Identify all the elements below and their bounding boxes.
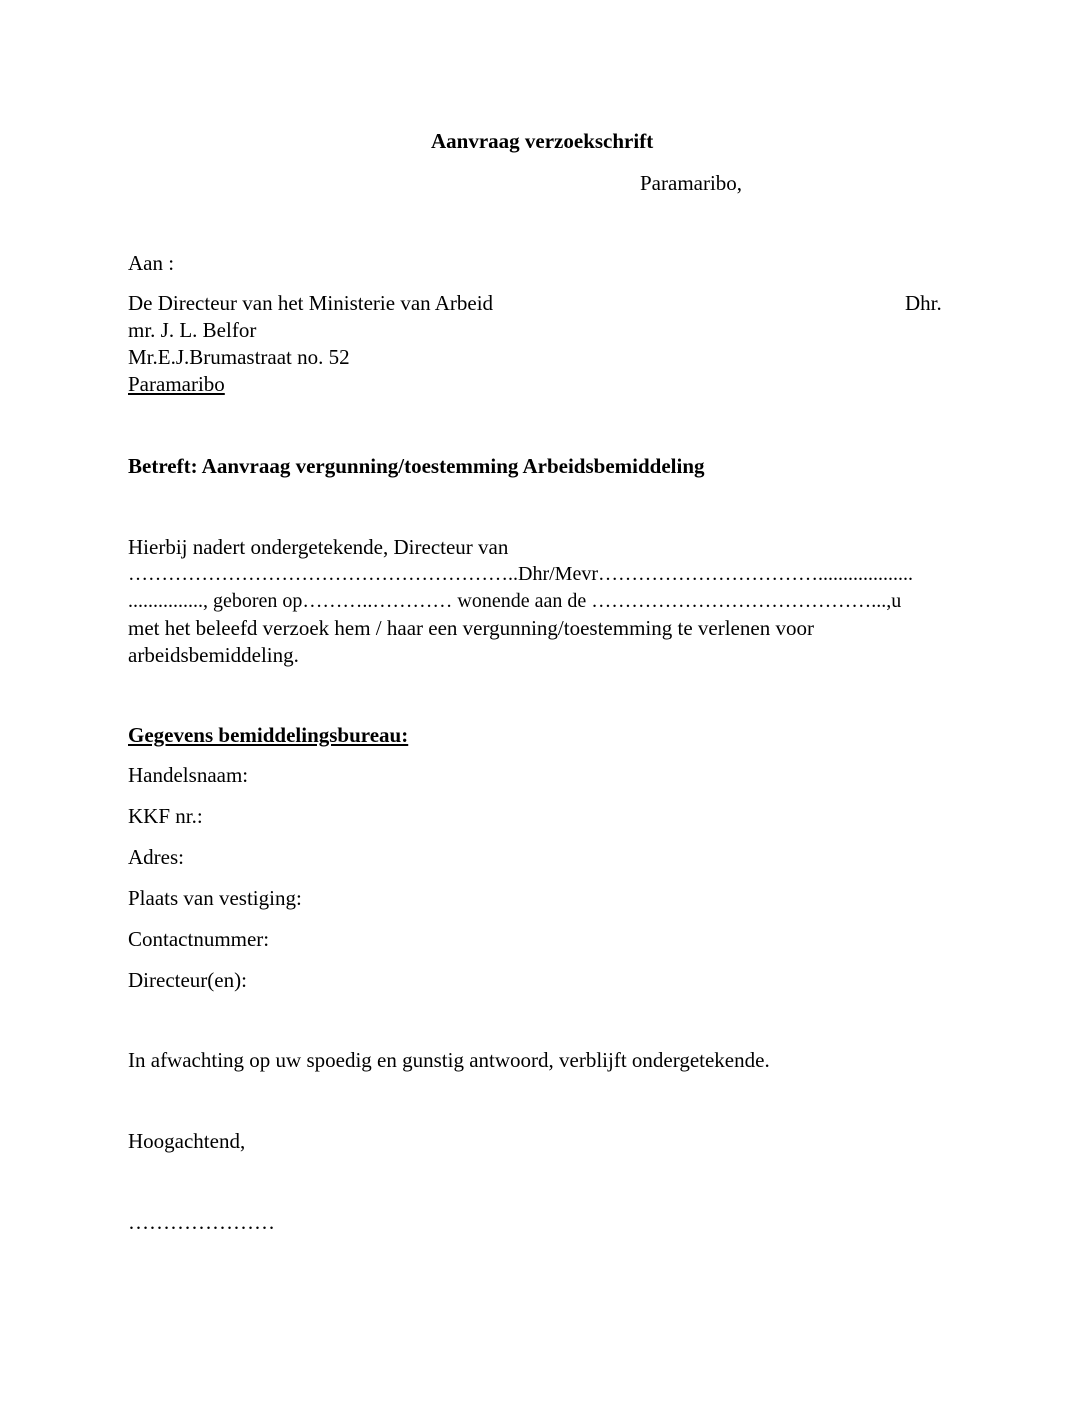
signature-line: …………………: [128, 1210, 275, 1234]
bureau-heading: Gegevens bemiddelingsbureau:: [128, 723, 409, 747]
recipient-line-2: mr. J. L. Belfor: [128, 318, 257, 342]
body-line-3: ..............., geboren op………..………… wonende aan de ……………………………………...,u: [128, 590, 902, 612]
body-line-1: Hierbij nadert ondergetekende, Directeur van: [128, 535, 509, 559]
subject-line: Betreft: Aanvraag vergunning/toestemming Arbeidsbemiddeling: [128, 454, 705, 478]
recipient-line-1-tail: Dhr.: [905, 291, 942, 315]
recipient-line-4: Paramaribo: [128, 372, 225, 396]
bureau-field-contact: Contactnummer:: [128, 927, 270, 951]
greeting: Hoogachtend,: [128, 1129, 246, 1153]
bureau-field-trade-name: Handelsnaam:: [128, 763, 249, 787]
bureau-field-kkf: KKF nr.:: [128, 804, 203, 828]
place-date: Paramaribo,: [640, 171, 743, 195]
recipient-line-3: Mr.E.J.Brumastraat no. 52: [128, 345, 350, 369]
body-line-2: …………………………………………………..Dhr/Mevr……………………………...................: [128, 563, 913, 585]
body-line-4: met het beleefd verzoek hem / haar een vergunning/toestemming te verlenen voor: [128, 616, 814, 640]
recipient-line-1: De Directeur van het Ministerie van Arbeid: [128, 291, 494, 315]
bureau-field-directors: Directeur(en):: [128, 968, 247, 992]
bureau-field-address: Adres:: [128, 845, 184, 869]
recipient-label: Aan :: [128, 251, 175, 275]
bureau-field-location: Plaats van vestiging:: [128, 886, 302, 910]
closing-sentence: In afwachting op uw spoedig en gunstig antwoord, verblijft ondergetekende.: [128, 1048, 770, 1072]
body-line-5: arbeidsbemiddeling.: [128, 643, 299, 667]
document-title: Aanvraag verzoekschrift: [431, 129, 654, 153]
